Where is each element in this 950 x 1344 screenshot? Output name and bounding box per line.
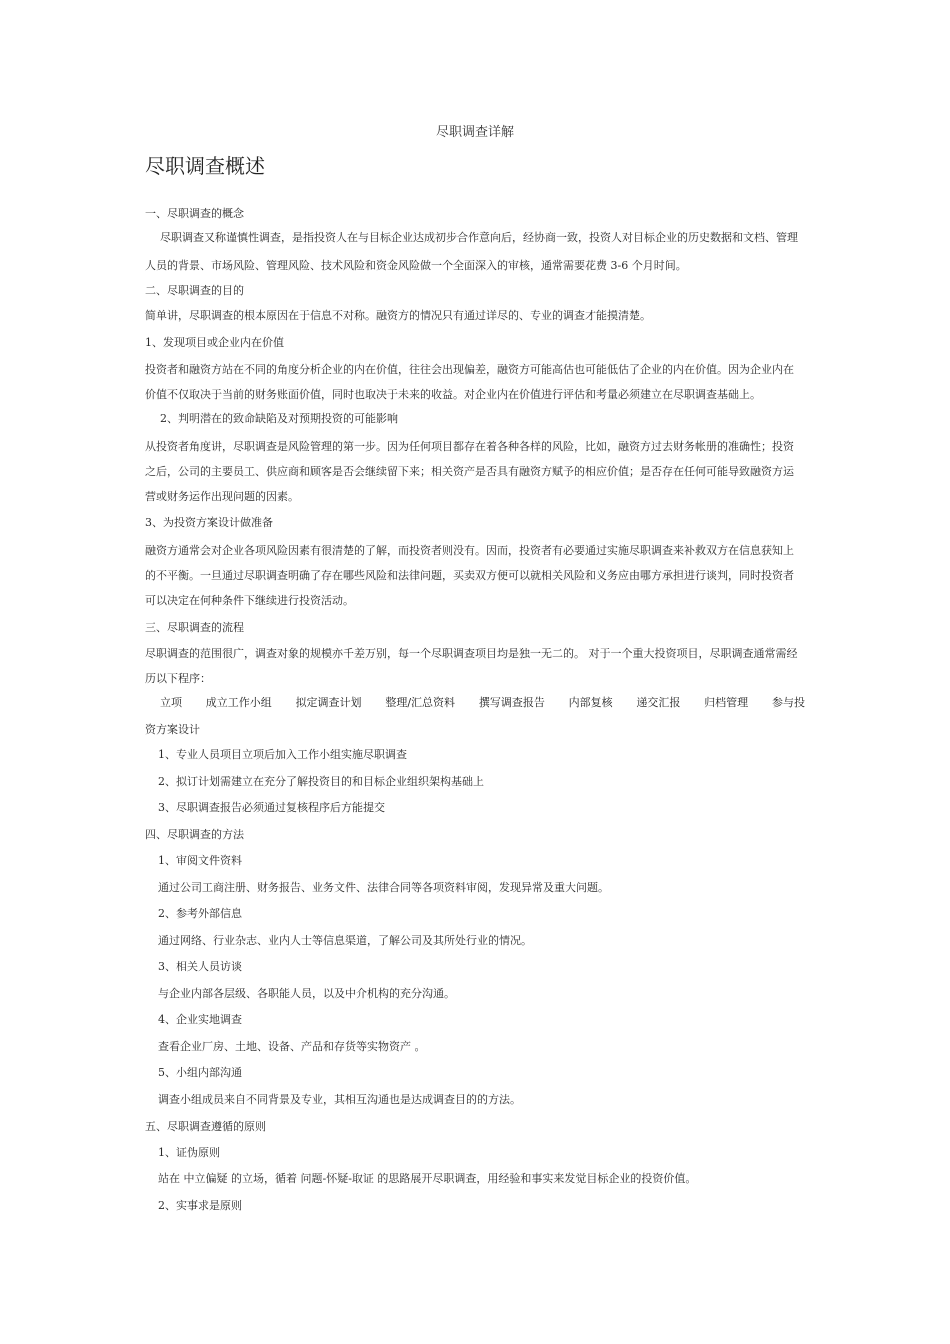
method-desc: 通过公司工商注册、财务报告、业务文件、法律合同等各项资料审阅，发现异常及重大问题。 bbox=[158, 881, 609, 894]
flow-step: 内部复核 bbox=[568, 696, 613, 709]
paragraph-line: 投资者和融资方站在不同的角度分析企业的内在价值，往往会出现偏差，融资方可能高估也可能低估了企业的内在价值。因为企业内在 bbox=[145, 363, 794, 376]
main-heading: 尽职调查概述 bbox=[145, 154, 265, 178]
paragraph-line: 的不平衡。一旦通过尽职调查明确了存在哪些风险和法律问题，买卖双方便可以就相关风险和义务应由哪方承担进行谈判，同时投资者 bbox=[145, 569, 794, 582]
flow-step: 整理/汇总资料 bbox=[385, 696, 456, 709]
flow-step: 归档管理 bbox=[704, 696, 749, 709]
flow-step: 拟定调查计划 bbox=[295, 696, 362, 709]
method-title: 5、小组内部沟通 bbox=[158, 1066, 242, 1079]
paragraph-line: 从投资者角度讲，尽职调查是风险管理的第一步。因为任何项目都存在着各种各样的风险，比如，融资方过去财务帐册的准确性；投资 bbox=[145, 440, 794, 453]
flow-step: 成立工作小组 bbox=[205, 696, 272, 709]
section-heading-principles: 五、尽职调查遵循的原则 bbox=[145, 1120, 266, 1133]
paragraph-line: 可以决定在何种条件下继续进行投资活动。 bbox=[145, 594, 354, 607]
flow-continuation: 资方案设计 bbox=[145, 723, 200, 736]
method-title: 1、审阅文件资料 bbox=[158, 854, 242, 867]
section-heading-concept: 一、尽职调查的概念 bbox=[145, 207, 244, 220]
paragraph-line: 历以下程序： bbox=[145, 672, 211, 685]
paragraph-line: 营或财务运作出现问题的因素。 bbox=[145, 490, 299, 503]
paragraph-line: 之后，公司的主要员工、供应商和顾客是否会继续留下来；相关资产是否具有融资方赋予的相应价值；是否存在任何可能导致融资方运 bbox=[145, 465, 794, 478]
document-title: 尽职调查详解 bbox=[435, 125, 514, 140]
principle-desc: 站在 中立偏疑 的立场，循着 问题-怀疑-取证 的思路展开尽职调查，用经验和事实来发觉目标企业的投资价值。 bbox=[158, 1172, 697, 1185]
section-heading-purpose: 二、尽职调查的目的 bbox=[145, 284, 244, 297]
method-desc: 查看企业厂房、土地、设备、产品和存货等实物资产 。 bbox=[158, 1040, 426, 1053]
principle-title: 2、实事求是原则 bbox=[158, 1199, 242, 1212]
method-title: 2、参考外部信息 bbox=[158, 907, 242, 920]
paragraph-line: 融资方通常会对企业各项风险因素有很清楚的了解，而投资者则没有。因而，投资者有必要通过实施尽职调查来补救双方在信息获知上 bbox=[145, 544, 794, 557]
section-heading-process: 三、尽职调查的流程 bbox=[145, 621, 244, 634]
paragraph-line: 人员的背景、市场风险、管理风险、技术风险和资金风险做一个全面深入的审核，通常需要花费 3-6 个月时间。 bbox=[145, 259, 687, 272]
method-desc: 通过网络、行业杂志、业内人士等信息渠道，了解公司及其所处行业的情况。 bbox=[158, 934, 532, 947]
subheading: 1、发现项目或企业内在价值 bbox=[145, 336, 284, 349]
subheading: 2、判明潜在的致命缺陷及对预期投资的可能影响 bbox=[160, 412, 398, 425]
flow-step: 参与投 bbox=[771, 696, 805, 709]
section-heading-methods: 四、尽职调查的方法 bbox=[145, 828, 244, 841]
method-title: 4、企业实地调查 bbox=[158, 1013, 242, 1026]
method-desc: 调查小组成员来自不同背景及专业，其相互沟通也是达成调查目的的方法。 bbox=[158, 1093, 521, 1106]
process-note: 3、尽职调查报告必须通过复核程序后方能提交 bbox=[158, 801, 385, 814]
process-flow bbox=[160, 694, 805, 710]
subheading: 3、为投资方案设计做准备 bbox=[145, 516, 273, 529]
paragraph-line: 尽职调查又称谨慎性调查，是指投资人在与目标企业达成初步合作意向后，经协商一致，投资人对目标企业的历史数据和文档、管理 bbox=[160, 231, 798, 244]
paragraph-line: 简单讲，尽职调查的根本原因在于信息不对称。融资方的情况只有通过详尽的、专业的调查才能摸清楚。 bbox=[145, 309, 651, 322]
method-title: 3、相关人员访谈 bbox=[158, 960, 242, 973]
paragraph-line: 价值不仅取决于当前的财务账面价值，同时也取决于未来的收益。对企业内在价值进行评估和考量必须建立在尽职调查基础上。 bbox=[145, 388, 761, 401]
process-note: 1、专业人员项目立项后加入工作小组实施尽职调查 bbox=[158, 748, 407, 761]
process-note: 2、拟订计划需建立在充分了解投资目的和目标企业组织架构基础上 bbox=[158, 775, 484, 788]
principle-title: 1、证伪原则 bbox=[158, 1146, 220, 1159]
method-desc: 与企业内部各层级、各职能人员，以及中介机构的充分沟通。 bbox=[158, 987, 455, 1000]
flow-step: 递交汇报 bbox=[636, 696, 681, 709]
flow-step: 撰写调查报告 bbox=[478, 696, 545, 709]
paragraph-line: 尽职调查的范围很广，调查对象的规模亦千差万别，每一个尽职调查项目均是独一无二的。 对于一个重大投资项目，尽职调查通常需经 bbox=[145, 647, 798, 660]
flow-step: 立项 bbox=[160, 696, 182, 709]
